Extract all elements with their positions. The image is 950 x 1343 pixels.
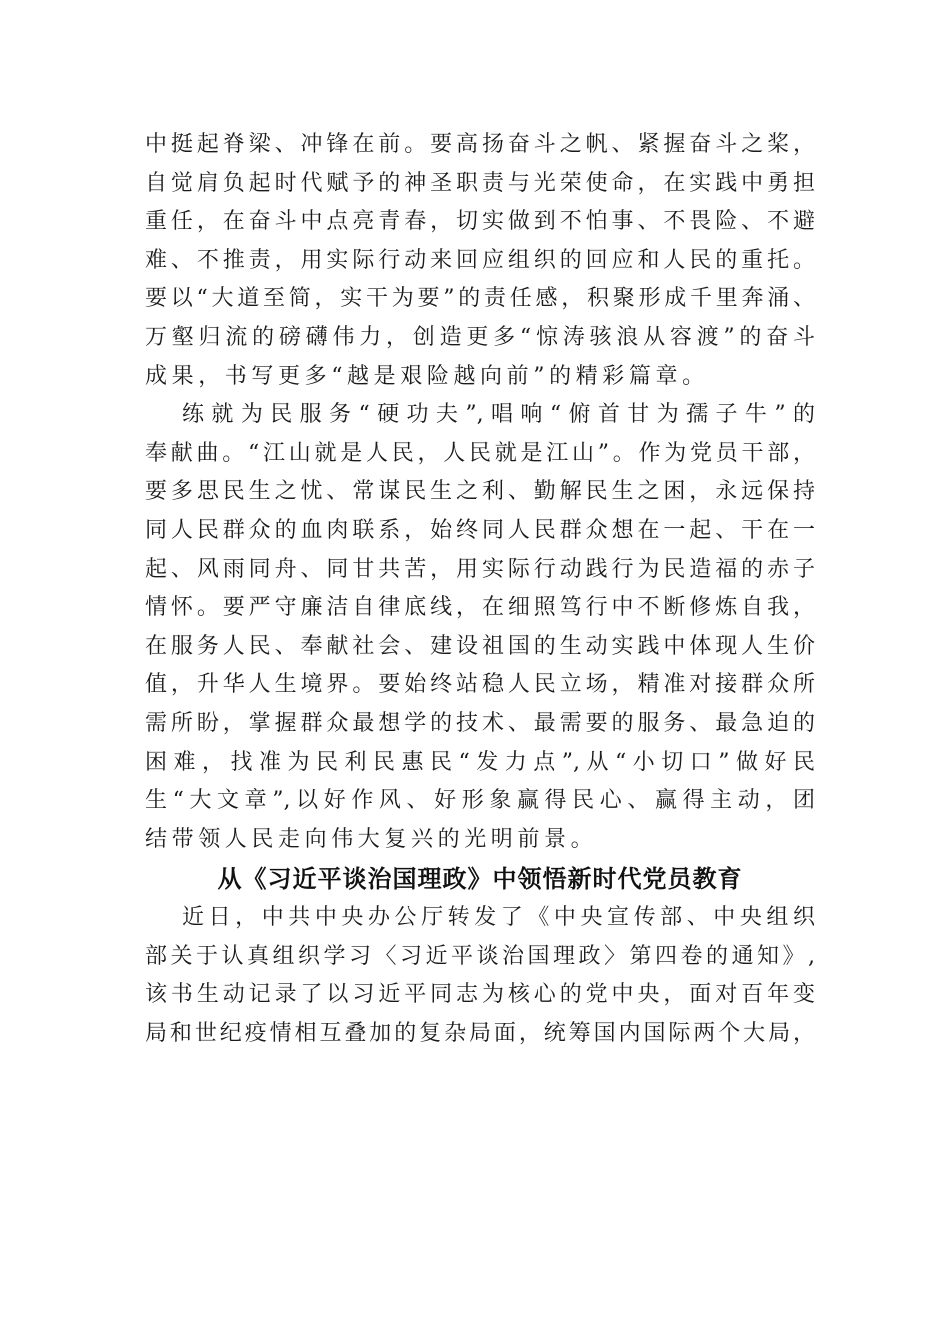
- text-line: 情怀。要严守廉洁自律底线，在细照笃行中不断修炼自我，: [145, 595, 815, 621]
- text-line: 奉献曲。“江山就是人民，人民就是江山”。作为党员干部，: [145, 440, 815, 466]
- text-line: 成果，书写更多“越是艰险越向前”的精彩篇章。: [145, 363, 709, 389]
- text-line: 部关于认真组织学习〈习近平谈治国理政〉第四卷的通知》,: [145, 943, 815, 969]
- text-line: 在服务人民、奉献社会、建设祖国的生动实践中体现人生价: [145, 633, 815, 659]
- text-line: 起、风雨同舟、同甘共苦，用实际行动践行为民造福的赤子: [145, 556, 815, 582]
- paragraph-2: [145, 396, 815, 859]
- text-line: 局和世纪疫情相互叠加的复杂局面，统筹国内国际两个大局，: [145, 1021, 815, 1047]
- text-line: 结带领人民走向伟大复兴的光明前景。: [145, 826, 598, 852]
- text-line: 中挺起脊梁、冲锋在前。要高扬奋斗之帆、紧握奋斗之桨，: [145, 132, 815, 157]
- text-line: 生“大文章”,以好作风、好形象赢得民心、赢得主动，团: [145, 788, 815, 814]
- text-line: 万壑归流的磅礴伟力，创造更多“惊涛骇浪从容渡”的奋斗: [145, 324, 815, 350]
- paragraph-3: [145, 899, 815, 1053]
- text-line: 要多思民生之忧、常谋民生之利、勤解民生之困，永远保持: [145, 479, 815, 505]
- text-line: 同人民群众的血肉联系，始终同人民群众想在一起、干在一: [145, 517, 815, 543]
- paragraph-1: [145, 126, 815, 396]
- document-body: [145, 126, 815, 1054]
- text-line: 需所盼，掌握群众最想学的技术、最需要的服务、最急迫的: [145, 710, 815, 736]
- text-line: 困难，找准为民利民惠民“发力点”,从“小切口”做好民: [145, 749, 815, 775]
- text-line: 练就为民服务“硬功夫”,唱响“俯首甘为孺子牛”的: [182, 402, 815, 428]
- text-line: 近日，中共中央办公厅转发了《中央宣传部、中央组织: [182, 905, 815, 931]
- text-line: 难、不推责，用实际行动来回应组织的回应和人民的重托。: [145, 247, 815, 273]
- text-line: 该书生动记录了以习近平同志为核心的党中央，面对百年变: [145, 982, 815, 1008]
- text-line: 重任，在奋斗中点亮青春，切实做到不怕事、不畏险、不避: [145, 209, 815, 235]
- text-line: 要以“大道至简，实干为要”的责任感，积聚形成千里奔涌、: [145, 286, 815, 312]
- text-line: 自觉肩负起时代赋予的神圣职责与光荣使命，在实践中勇担: [145, 170, 815, 196]
- text-line: 值，升华人生境界。要始终站稳人民立场，精准对接群众所: [145, 672, 815, 698]
- section-title: 从《习近平谈治国理政》中领悟新时代党员教育: [217, 865, 743, 894]
